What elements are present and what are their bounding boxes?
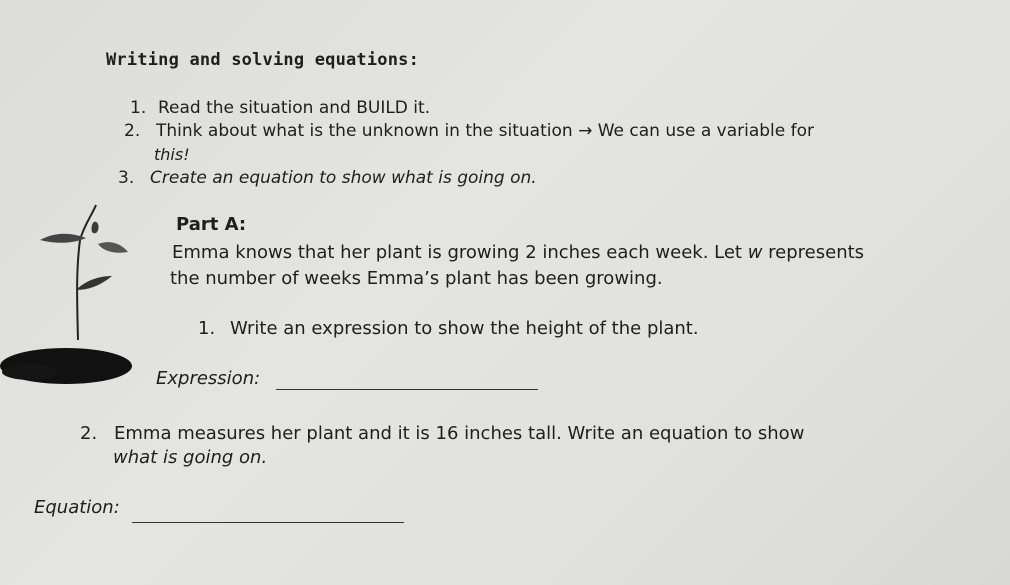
step-number: 2. [124, 121, 141, 141]
equation-label: Equation: [34, 497, 120, 518]
scenario-text: represents [762, 242, 865, 263]
equation-answer-line[interactable] [132, 522, 404, 523]
question-number: 1. [198, 318, 216, 339]
worksheet-title: Writing and solving equations: [106, 50, 420, 70]
question-1 [198, 318, 699, 339]
step-text: Create an equation to show what is going on. [150, 168, 537, 188]
expression-label: Expression: [156, 368, 261, 389]
step-number: 3. [118, 168, 135, 188]
scenario-text: Emma knows that her plant is growing 2 inches each week. Let [172, 242, 748, 263]
step-text: Think about what is the unknown in the situation → We can use a variable for [156, 121, 815, 141]
step-number: 1. [130, 98, 147, 118]
plant-leaf-right [98, 242, 128, 253]
scenario-line-1 [172, 242, 864, 263]
step-3 [118, 168, 537, 188]
question-text: Write an expression to show the height of the plant. [230, 318, 699, 339]
plant-bud [92, 222, 99, 234]
step-text: Read the situation and BUILD it. [158, 98, 431, 118]
question-2 [80, 423, 804, 444]
part-a-heading: Part A: [176, 214, 247, 235]
step-1 [130, 98, 430, 118]
scenario-line-2: the number of weeks Emma’s plant has been growing. [170, 268, 663, 289]
question-text: Emma measures her plant and it is 16 inches tall. Write an equation to show [114, 423, 805, 444]
variable-w: w [747, 242, 763, 263]
question-number: 2. [80, 423, 98, 444]
question-2-continued: what is going on. [113, 447, 268, 468]
step-2-continued: this! [154, 145, 190, 164]
step-2 [124, 121, 814, 141]
plant-leaf-lower [76, 276, 112, 290]
expression-answer-line[interactable] [276, 389, 538, 390]
